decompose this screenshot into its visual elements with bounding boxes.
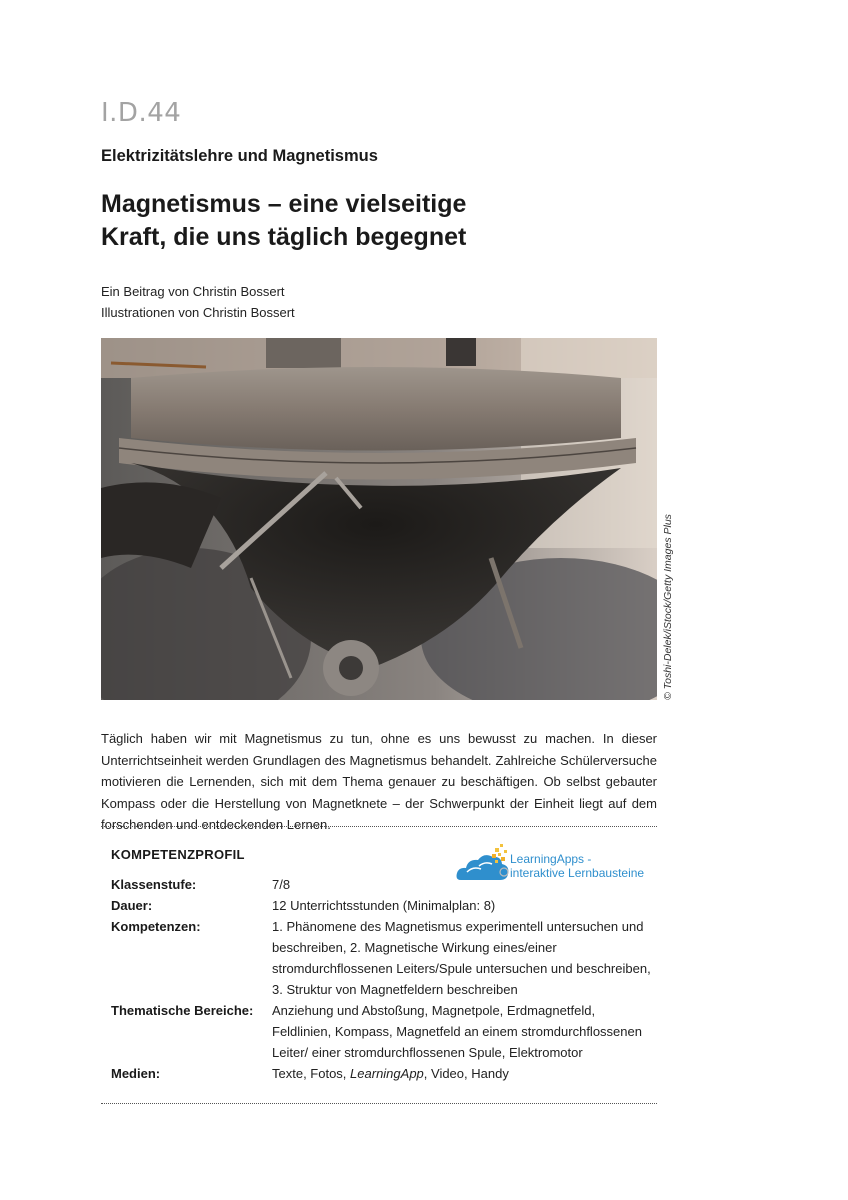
electromagnet-photo-illustration [101,338,657,700]
title-line-1: Magnetismus – eine vielseitige [101,190,467,218]
medien-text-post: , Video, Handy [423,1066,509,1081]
profile-value: Anziehung und Abstoßung, Magnetpole, Erdmagnetfeld, Feldlinien, Kompass, Magnetfeld an einem stromdurchflossenen Leiter/ einer stromdurchflossenen Spule, Elektromotor [272,1003,642,1060]
profile-value: 1. Phänomene des Magnetismus experimentell untersuchen und beschreiben, 2. Magnetische Wirkung eines/einer stromdurchflossenen Leiters/Spule untersuchen und beschreiben, 3. Struktur von Magnetfeldern beschreiben [272,919,651,997]
profile-label: Kompetenzen: [111,919,201,934]
profile-row-dauer [111,895,657,916]
profile-label: Klassenstufe: [111,877,197,892]
profile-row-medien [111,1063,657,1084]
profile-row-klassenstufe [111,874,657,895]
divider-top [101,826,657,827]
document-id: I.D.44 [101,98,182,128]
profile-value: 7/8 [272,877,291,892]
subject-heading: Elektrizitätslehre und Magnetismus [101,147,378,165]
illustrator-line: Illustrationen von Christin Bossert [101,305,295,320]
byline [101,281,295,323]
profile-label: Medien: [111,1066,161,1081]
cover-photo [101,338,657,700]
medien-text-italic: LearningApp [350,1066,424,1081]
profile-row-kompetenzen [111,916,657,1000]
profile-label: Thematische Bereiche: [111,1003,254,1018]
profile-value: 12 Unterrichtsstunden (Minimalplan: 8) [272,898,496,913]
profile-label: Dauer: [111,898,153,913]
photo-credit: © Toshi-Delek/iStock/Getty Images Plus [662,514,674,700]
logo-line-1: LearningApps - [510,852,592,866]
kompetenzprofil-heading: KOMPETENZPROFIL [111,847,245,862]
logo-line-2: interaktive Lernbausteine [510,866,645,880]
profile-row-thematische-bereiche [111,1000,657,1063]
kompetenzprofil-table [111,874,657,1084]
author-line: Ein Beitrag von Christin Bossert [101,284,285,299]
profile-value [272,1063,657,1084]
title-line-2: Kraft, die uns täglich begegnet [101,223,467,251]
medien-text-pre: Texte, Fotos, [272,1066,351,1081]
divider-bottom [101,1103,657,1104]
intro-paragraph: Täglich haben wir mit Magnetismus zu tun, ohne es uns bewusst zu machen. In dieser Unterrichtseinheit werden Grundlagen des Magnetismus behandelt. Zahlreiche Schülerversuche motivieren die Lernenden, sich mit dem Thema genauer zu beschäftigen. Ob selbst gebauter Kompass oder die Herstellung von Magnetknete – der Schwerpunkt der Einheit liegt auf dem forschenden und entdeckenden Lernen. [101,731,657,832]
page-title [101,188,466,254]
